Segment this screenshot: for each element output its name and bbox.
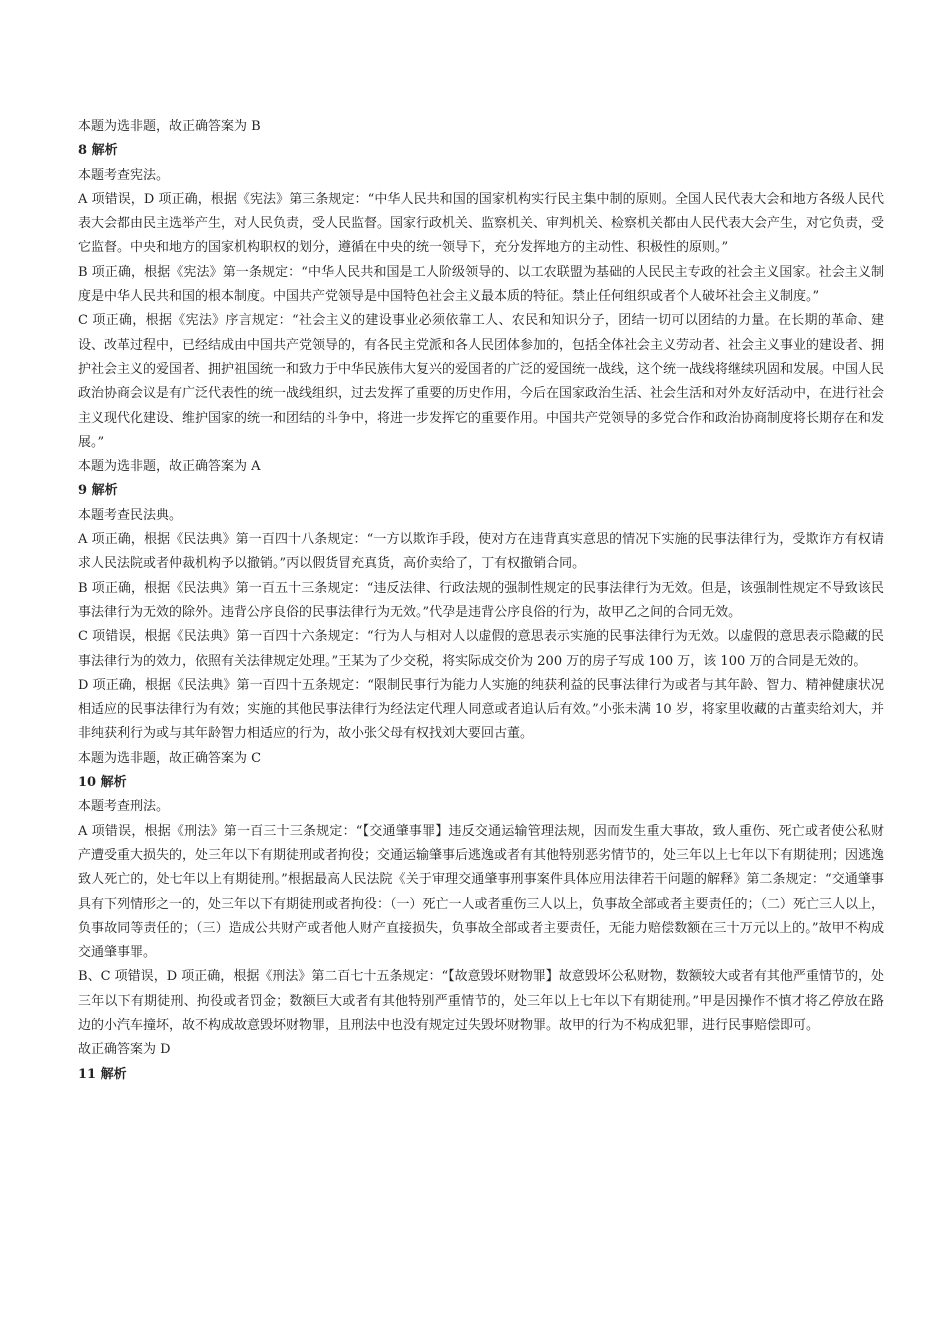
document-body — [78, 115, 884, 1087]
topic-line-9: 本题考查民法典。 — [78, 507, 183, 523]
answer-line-10: 故正确答案为 D — [78, 1042, 171, 1058]
explanation-9-d: D 项正确，根据《民法典》第一百四十五条规定：“限制民事行为能力人实施的纯获利益的民事法律行为或者与其年龄、智力、精神健康状况相适应的民事法律行为有效；实施的其他民事法律行为经法定代理人同意或者追认后有效。”小张未满 10 岁，将家里收藏的古董卖给刘大，并非纯获利行为或与其年龄智力相适应的行为，故小张父母有权找刘大要回古董。 — [78, 677, 884, 742]
answer-line-8: 本题为选非题，故正确答案为 A — [78, 459, 261, 475]
explanation-9-c: C 项错误，根据《民法典》第一百四十六条规定：“行为人与相对人以虚假的意思表示实施的民事法律行为无效。以虚假的意思表示隐藏的民事法律行为的效力，依照有关法律规定处理。”王某为了少交税，将实际成交价为 200 万的房子写成 100 万，该 100 万的合同是无效的。 — [78, 629, 884, 669]
section-heading-10: 10 解析 — [78, 775, 127, 791]
section-heading-11: 11 解析 — [78, 1066, 127, 1082]
explanation-8-b: B 项正确，根据《宪法》第一条规定：“中华人民共和国是工人阶级领导的、以工农联盟为基础的人民民主专政的社会主义国家。社会主义制度是中华人民共和国的根本制度。中国共产党领导是中国特色社会主义最本质的特征。禁止任何组织或者个人破坏社会主义制度。” — [78, 264, 884, 305]
section-heading-8: 8 解析 — [78, 143, 118, 159]
explanation-8-ad: A 项错误，D 项正确，根据《宪法》第三条规定：“中华人民共和国的国家机构实行民主集中制的原则。全国人民代表大会和地方各级人民代表大会都由民主选举产生，对人民负责，受人民监督。国家行政机关、监察机关、审判机关、检察机关都由人民代表大会产生，对它负责，受它监督。中央和地方的国家机构职权的划分，遵循在中央的统一领导下，充分发挥地方的主动性、积极性的原则。” — [78, 191, 885, 256]
answer-line-7: 本题为选非题，故正确答案为 B — [78, 119, 261, 134]
explanation-10-bcd: B、C 项错误，D 项正确，根据《刑法》第二百七十五条规定：“【故意毁坏财物罪】故意毁坏公私财物，数额较大或者有其他严重情节的，处三年以下有期徒刑、拘役或者罚金；数额巨大或者有其他特别严重情节的，处三年以上七年以下有期徒刑。”甲是因操作不慎才将乙停放在路边的小汽车撞坏，故不构成故意毁坏财物罪，且刑法中也没有规定过失毁坏财物罪。故甲的行为不构成犯罪，进行民事赔偿即可。 — [78, 969, 884, 1033]
explanation-8-c: C 项正确，根据《宪法》序言规定：“社会主义的建设事业必须依靠工人、农民和知识分子，团结一切可以团结的力量。在长期的革命、建设、改革过程中，已经结成由中国共产党领导的，有各民主党派和各人民团体参加的，包括全体社会主义劳动者、社会主义事业的建设者、拥护社会主义的爱国者、拥护祖国统一和致力于中华民族伟大复兴的爱国者的广泛的爱国统一战线，这个统一战线将继续巩固和发展。中国人民政治协商会议是有广泛代表性的统一战线组织，过去发挥了重要的历史作用，今后在国家政治生活、社会生活和对外友好活动中，在进行社会主义现代化建设、维护国家的统一和团结的斗争中，将进一步发挥它的重要作用。中国共产党领导的多党合作和政治协商制度将长期存在和发展。” — [78, 313, 885, 450]
answer-line-9: 本题为选非题，故正确答案为 C — [78, 750, 262, 766]
section-heading-9: 9 解析 — [78, 483, 118, 499]
explanation-9-b: B 项正确，根据《民法典》第一百五十三条规定：“违反法律、行政法规的强制性规定的民事法律行为无效。但是，该强制性规定不导致该民事法律行为无效的除外。违背公序良俗的民事法律行为无效。”代孕是违背公序良俗的行为，故甲乙之间的合同无效。 — [78, 580, 884, 620]
topic-line-10: 本题考查刑法。 — [78, 799, 170, 815]
explanation-10-a: A 项错误，根据《刑法》第一百三十三条规定：“【交通肇事罪】违反交通运输管理法规，因而发生重大事故，致人重伤、死亡或者使公私财产遭受重大损失的，处三年以下有期徒刑或者拘役；交通运输肇事后逃逸或者有其他特别恶劣情节的，处三年以上七年以下有期徒刑；因逃逸致人死亡的，处七年以上有期徒刑。”根据最高人民法院《关于审理交通肇事刑事案件具体应用法律若干问题的解释》第二条规定：“交通肇事具有下列情形之一的，处三年以下有期徒刑或者拘役：（一）死亡一人或者重伤三人以上，负事故全部或者主要责任的；（二）死亡三人以上，负事故同等责任的；（三）造成公共财产或者他人财产直接损失，负事故全部或者主要责任，无能力赔偿数额在三十万元以上的。”故甲不构成交通肇事罪。 — [78, 823, 885, 961]
topic-line-8: 本题考查宪法。 — [78, 167, 170, 183]
explanation-9-a: A 项正确，根据《民法典》第一百四十八条规定：“一方以欺诈手段，使对方在违背真实意思的情况下实施的民事法律行为，受欺诈方有权请求人民法院或者仲裁机构予以撤销。”丙以假货冒充真货，高价卖给了，丁有权撤销合同。 — [78, 532, 884, 572]
